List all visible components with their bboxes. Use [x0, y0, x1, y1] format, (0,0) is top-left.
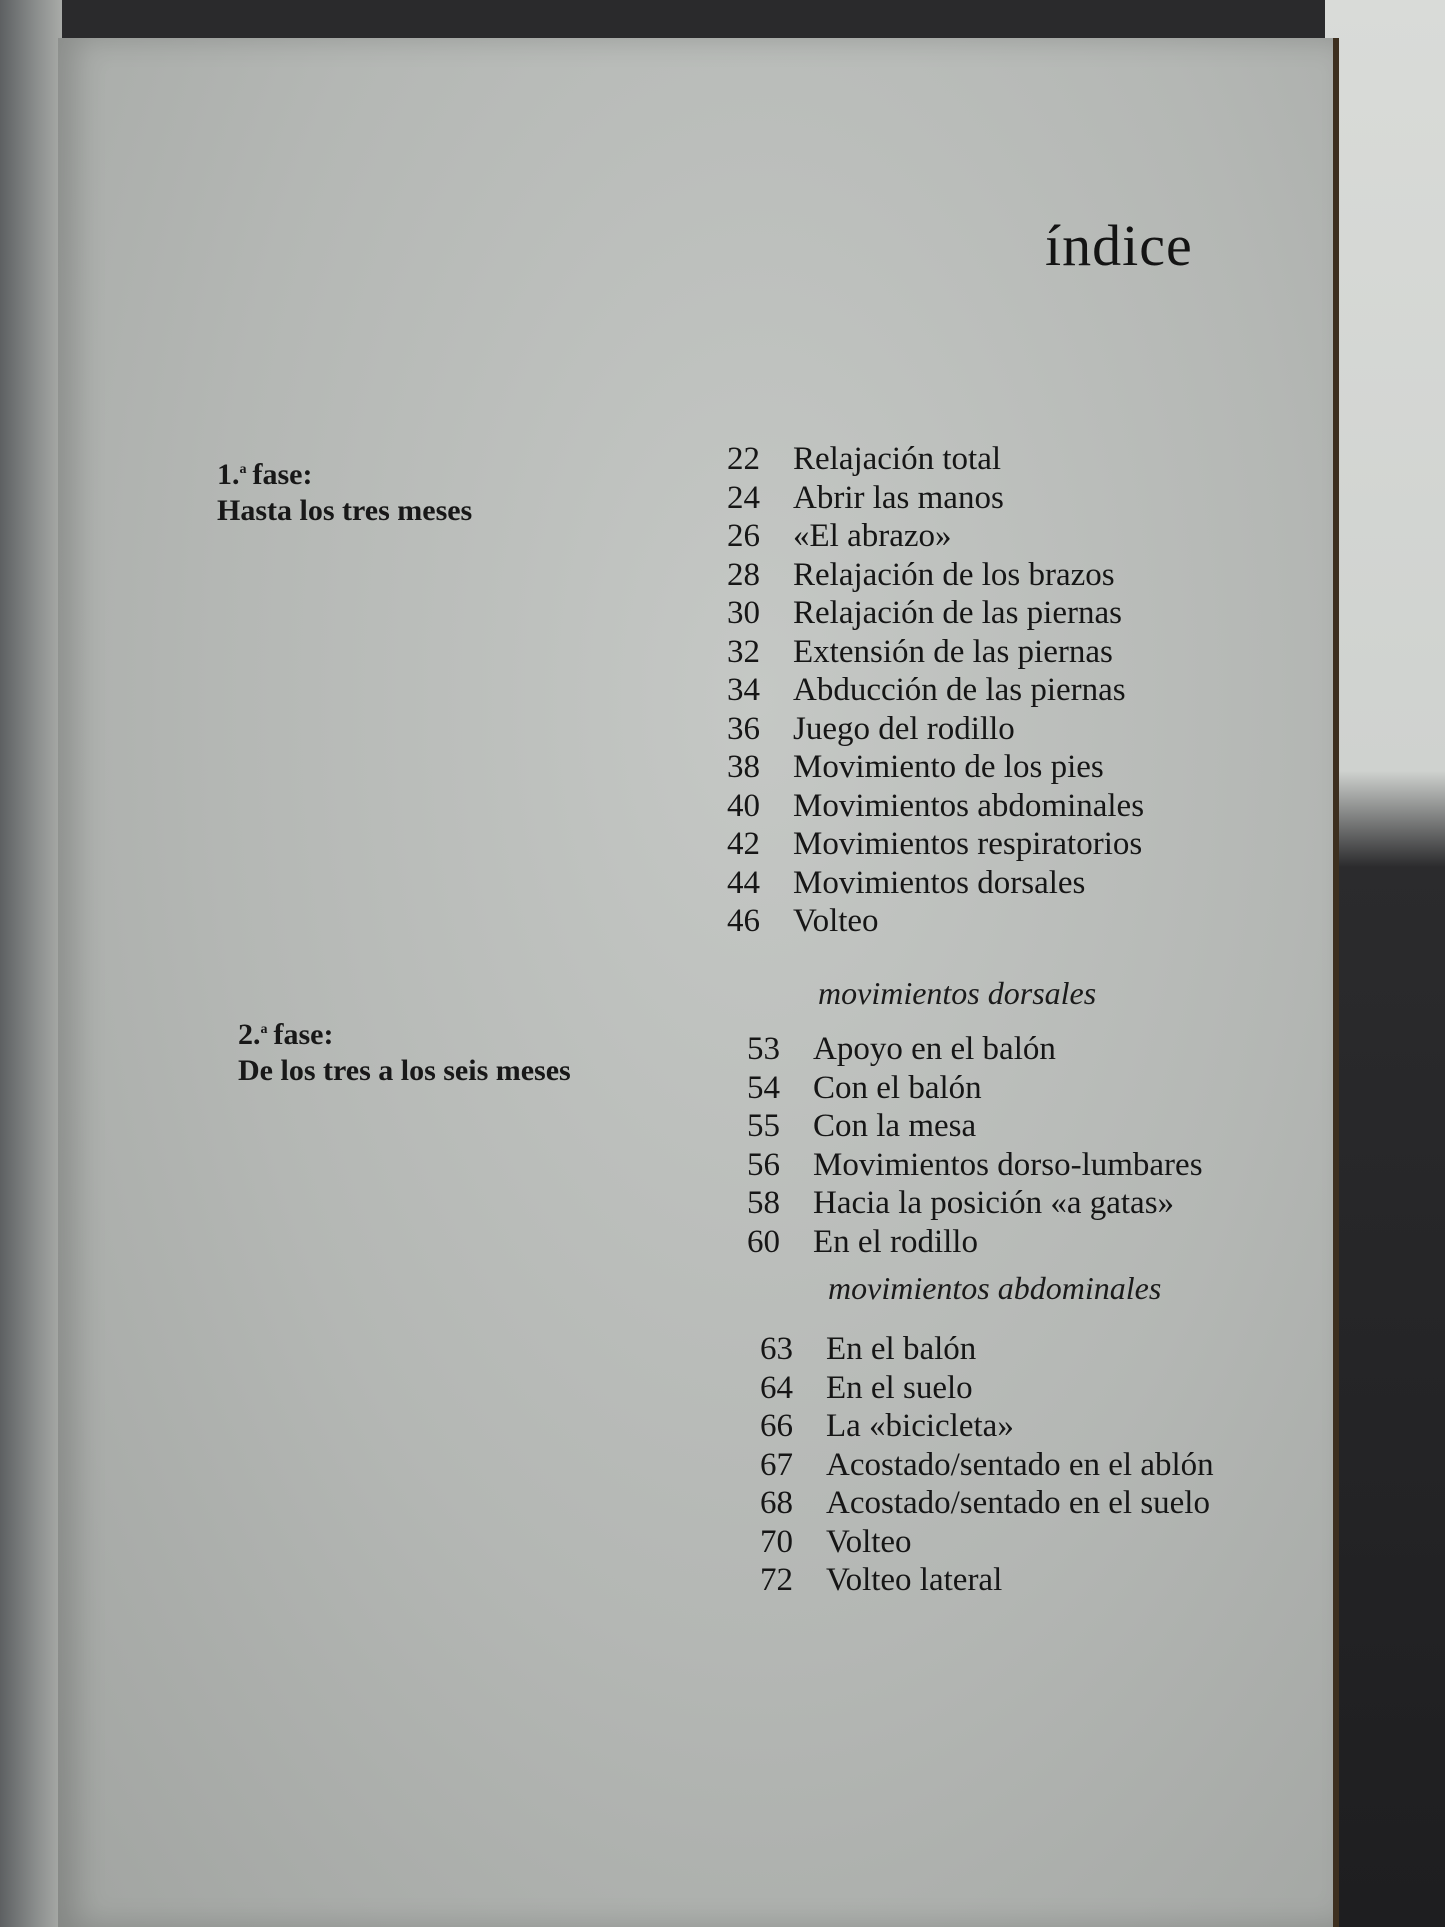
entry-title: En el rodillo	[813, 1223, 978, 1260]
entry-title: Movimientos dorso-lumbares	[813, 1146, 1203, 1183]
entry-title: Abducción de las piernas	[793, 672, 1126, 708]
page-number: 70	[760, 1523, 793, 1560]
toc-entry[interactable]	[727, 440, 1144, 479]
toc-entry[interactable]	[747, 1107, 1203, 1146]
toc-entry[interactable]	[727, 556, 1144, 595]
phase-1-heading	[217, 452, 472, 529]
toc-entry[interactable]	[727, 671, 1144, 710]
toc-entry[interactable]	[727, 825, 1144, 864]
entry-title: Movimiento de los pies	[793, 749, 1104, 785]
entry-title: Relajación de los brazos	[793, 556, 1115, 593]
phase-2-subtitle: De los tres a los seis meses	[238, 1054, 571, 1087]
page-number: 22	[727, 441, 760, 477]
entry-title: Juego del rodillo	[793, 710, 1015, 747]
toc-entry[interactable]	[760, 1407, 1214, 1446]
toc-entry[interactable]	[760, 1369, 1214, 1408]
entry-title: Volteo	[826, 1523, 912, 1560]
page-number: 54	[747, 1069, 780, 1106]
toc-entry[interactable]	[747, 1184, 1203, 1223]
entry-title: Acostado/sentado en el suelo	[826, 1485, 1210, 1521]
toc-entry[interactable]	[760, 1484, 1214, 1523]
page-number: 24	[727, 479, 760, 516]
entry-title: Volteo	[793, 903, 879, 939]
toc-entry[interactable]	[760, 1446, 1214, 1485]
page-number: 28	[727, 556, 760, 593]
entry-title: Con el balón	[813, 1069, 982, 1106]
entry-title: Con la mesa	[813, 1108, 977, 1144]
toc-entry[interactable]	[727, 633, 1144, 672]
page-number: 26	[727, 518, 760, 554]
page-number: 36	[727, 710, 760, 747]
entry-title: Acostado/sentado en el ablón	[826, 1446, 1214, 1483]
entry-title: Abrir las manos	[793, 479, 1004, 516]
phase-2-abdominales-entries	[760, 1330, 1214, 1600]
toc-entry[interactable]	[760, 1561, 1214, 1600]
entry-title: Hacia la posición «a gatas»	[813, 1185, 1175, 1221]
phase-1-subtitle: Hasta los tres meses	[217, 494, 473, 527]
entry-title: Volteo lateral	[826, 1562, 1003, 1598]
toc-entry[interactable]	[747, 1146, 1203, 1185]
toc-entry[interactable]	[727, 594, 1144, 633]
page-number: 38	[727, 749, 760, 785]
entry-title: En el balón	[826, 1331, 977, 1367]
page-number: 66	[760, 1408, 793, 1444]
facing-page-edge	[0, 0, 62, 1927]
entry-title: La «bicicleta»	[826, 1408, 1014, 1444]
page-number: 58	[747, 1185, 780, 1221]
page-number: 53	[747, 1031, 780, 1067]
phase-1-number: 1.	[217, 458, 240, 491]
phase-1-entries	[727, 440, 1144, 941]
toc-entry[interactable]	[727, 748, 1144, 787]
entry-title: Relajación total	[793, 441, 1002, 477]
page-number: 60	[747, 1223, 780, 1260]
phase-2-dorsales-entries	[747, 1030, 1203, 1261]
phase-1-ordinal: a	[239, 462, 247, 477]
page-number: 56	[747, 1146, 780, 1183]
toc-entry[interactable]	[747, 1223, 1203, 1262]
section-heading-abdominales: movimientos abdominales	[828, 1270, 1162, 1306]
toc-entry[interactable]	[727, 902, 1144, 941]
toc-entry[interactable]	[727, 864, 1144, 903]
page-number: 32	[727, 633, 760, 670]
toc-entry[interactable]	[747, 1030, 1203, 1069]
page-title: índice	[1045, 213, 1193, 278]
toc-entry[interactable]	[760, 1523, 1214, 1562]
toc-entry[interactable]	[727, 787, 1144, 826]
page-number: 68	[760, 1485, 793, 1521]
entry-title: «El abrazo»	[793, 518, 952, 554]
entry-title: Extensión de las piernas	[793, 633, 1113, 670]
page-number: 67	[760, 1446, 793, 1483]
toc-entry[interactable]	[747, 1069, 1203, 1108]
entry-title: Movimientos abdominales	[793, 787, 1145, 824]
page-number: 63	[760, 1331, 793, 1367]
page-number: 34	[727, 672, 760, 708]
page-number: 30	[727, 595, 760, 631]
page-number: 46	[727, 903, 760, 939]
entry-title: Apoyo en el balón	[813, 1031, 1056, 1067]
page-number: 72	[760, 1562, 793, 1598]
entry-title: Movimientos respiratorios	[793, 826, 1143, 862]
entry-title: En el suelo	[826, 1369, 973, 1406]
page-number: 44	[727, 864, 760, 901]
phase-2-label: fase:	[273, 1018, 334, 1051]
phase-2-number: 2.	[238, 1018, 261, 1051]
entry-title: Movimientos dorsales	[793, 864, 1086, 901]
section-heading-dorsales: movimientos dorsales	[818, 975, 1097, 1011]
page-number: 42	[727, 826, 760, 862]
background-surface	[1325, 0, 1445, 1927]
toc-entry[interactable]	[727, 710, 1144, 749]
phase-1-label: fase:	[252, 458, 313, 491]
phase-2-heading	[238, 1012, 571, 1089]
toc-entry[interactable]	[727, 479, 1144, 518]
entry-title: Relajación de las piernas	[793, 595, 1122, 631]
page-number: 40	[727, 787, 760, 824]
toc-entry[interactable]	[760, 1330, 1214, 1369]
toc-entry[interactable]	[727, 517, 1144, 556]
book-page	[58, 38, 1339, 1927]
phase-2-ordinal: a	[260, 1022, 268, 1037]
page-number: 64	[760, 1369, 793, 1406]
page-number: 55	[747, 1108, 780, 1144]
